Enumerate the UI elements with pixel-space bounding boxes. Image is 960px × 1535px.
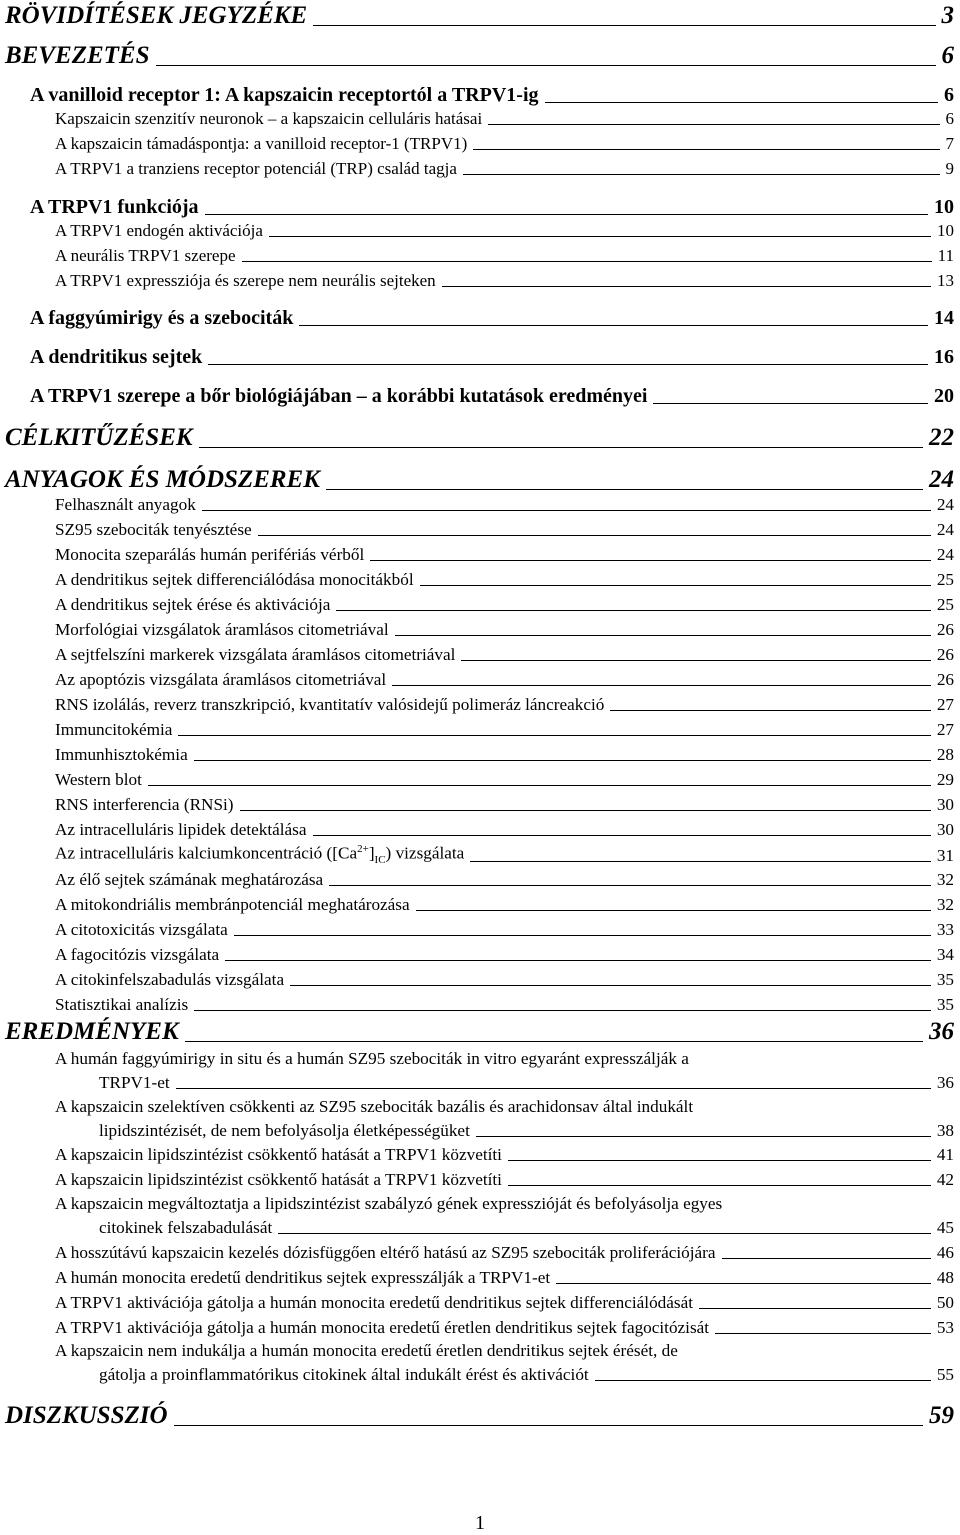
toc-entry-title: A fagocitózis vizsgálata <box>55 945 220 964</box>
toc-page-number: 29 <box>936 770 954 789</box>
toc-entry-title: A neurális TRPV1 szerepe <box>55 246 236 265</box>
toc-entry-title: A TRPV1 aktivációja gátolja a humán monocita eredetű éretlen dendritikus sejtek fagocitózisát <box>55 1318 710 1337</box>
toc-entry[interactable] <box>55 620 954 640</box>
toc-leader-line <box>473 149 939 150</box>
toc-page-number: 14 <box>934 307 954 329</box>
toc-page-number: 26 <box>936 670 954 689</box>
toc-page-number: 10 <box>937 221 954 240</box>
toc-leader-line <box>185 1041 923 1042</box>
toc-entry[interactable] <box>55 520 954 540</box>
toc-entry-title: A TRPV1 aktivációja gátolja a humán monocita eredetű dendritikus sejtek differenciálódását <box>55 1293 693 1312</box>
toc-entry-title: A faggyúmirigy és a szebociták <box>30 307 294 329</box>
toc-entry-title: A TRPV1 expressziója és szerepe nem neurális sejteken <box>55 271 436 290</box>
toc-page-number: 46 <box>936 1243 954 1262</box>
toc-entry[interactable] <box>55 1318 954 1338</box>
toc-entry[interactable] <box>55 1145 954 1165</box>
toc-entry[interactable] <box>55 159 954 179</box>
toc-entry-title: RÖVIDÍTÉSEK JEGYZÉKE <box>5 2 308 29</box>
toc-leader-line <box>470 861 931 862</box>
toc-entry-title-line2: lipidszintézisét, de nem befolyásolja életképességüket <box>99 1121 470 1140</box>
toc-leader-line <box>416 910 931 911</box>
toc-leader-line <box>326 489 923 490</box>
toc-page-number: 6 <box>941 42 954 69</box>
toc-entry[interactable] <box>55 770 954 790</box>
toc-entry-title: A kapszaicin lipidszintézist csökkentő hatását a TRPV1 közvetíti <box>55 1170 502 1189</box>
toc-page-number: 30 <box>936 795 954 814</box>
toc-leader-line <box>461 660 930 661</box>
toc-entry-title: A kapszaicin lipidszintézist csökkentő hatását a TRPV1 közvetíti <box>55 1145 502 1164</box>
toc-leader-line <box>258 535 931 536</box>
toc-entry[interactable] <box>55 545 954 565</box>
toc-entry-title: Az élő sejtek számának meghatározása <box>55 870 324 889</box>
toc-entry-title: A dendritikus sejtek <box>30 346 203 368</box>
toc-leader-line <box>269 236 931 237</box>
toc-entry-title: SZ95 szebociták tenyésztése <box>55 520 252 539</box>
toc-leader-line <box>476 1136 931 1137</box>
toc-page-number: 50 <box>936 1293 954 1312</box>
toc-leader-line <box>488 124 939 125</box>
toc-page-number: 22 <box>929 424 954 451</box>
toc-page-number: 31 <box>936 846 954 866</box>
toc-page-number: 20 <box>934 385 954 407</box>
toc-page-number: 24 <box>936 520 954 539</box>
toc-entry-title-line1: A kapszaicin nem indukálja a humán monocita eredetű éretlen dendritikus sejtek érését, de <box>55 1341 678 1360</box>
toc-leader-line <box>395 635 931 636</box>
toc-leader-line <box>202 510 931 511</box>
toc-entry-title: A dendritikus sejtek differenciálódása monocitákból <box>55 570 414 589</box>
toc-entry-title: ANYAGOK ÉS MÓDSZEREK <box>5 466 320 493</box>
toc-page-number: 53 <box>936 1318 954 1337</box>
toc-page-number: 30 <box>936 820 954 839</box>
toc-entry-title: A kapszaicin támadáspontja: a vanilloid receptor-1 (TRPV1) <box>55 134 468 153</box>
toc-section-entry[interactable] <box>30 385 954 408</box>
toc-chapter-entry[interactable] <box>5 466 954 494</box>
toc-leader-line <box>699 1308 931 1309</box>
toc-entry-title: Felhasznált anyagok <box>55 495 196 514</box>
toc-entry[interactable] <box>55 1170 954 1190</box>
toc-leader-line <box>148 785 931 786</box>
toc-page-number: 16 <box>934 346 954 368</box>
toc-entry[interactable] <box>55 1268 954 1288</box>
toc-leader-line <box>508 1160 931 1161</box>
toc-entry-title: A TRPV1 a tranziens receptor potenciál (TRP) család tagja <box>55 159 457 178</box>
toc-page-number: 48 <box>936 1268 954 1287</box>
toc-page-number: 24 <box>936 495 954 514</box>
toc-page-number: 59 <box>929 1402 954 1429</box>
toc-leader-line <box>336 610 930 611</box>
toc-page-number: 36 <box>929 1018 954 1045</box>
toc-entry-title-line1: A kapszaicin megváltoztatja a lipidszintézist szabályzó gének expresszióját és befolyásolja egyes <box>55 1194 723 1213</box>
toc-entry-title: DISZKUSSZIÓ <box>5 1402 168 1429</box>
toc-entry[interactable] <box>55 843 954 866</box>
toc-leader-line <box>176 1088 931 1089</box>
toc-leader-line <box>290 985 931 986</box>
toc-entry[interactable] <box>55 495 954 515</box>
toc-leader-line <box>174 1425 923 1426</box>
toc-leader-line <box>234 935 931 936</box>
toc-leader-line <box>329 885 931 886</box>
toc-entry-title: Immunhisztokémia <box>55 745 188 764</box>
toc-page-number: 7 <box>945 134 954 153</box>
toc-page-number: 13 <box>937 271 954 290</box>
toc-page-number: 38 <box>936 1121 954 1140</box>
toc-page-number: 41 <box>936 1145 954 1164</box>
toc-leader-line <box>653 403 928 404</box>
toc-leader-line <box>313 25 935 26</box>
toc-page-number: 10 <box>934 196 954 218</box>
toc-chapter-entry[interactable] <box>5 42 954 70</box>
toc-leader-line <box>508 1185 931 1186</box>
toc-page-number: 35 <box>936 995 954 1014</box>
toc-leader-line <box>199 447 923 448</box>
toc-chapter-entry[interactable] <box>5 2 954 30</box>
toc-section-entry[interactable] <box>30 346 954 369</box>
toc-entry-title: A dendritikus sejtek érése és aktivációja <box>55 595 331 614</box>
toc-entry[interactable] <box>55 745 954 765</box>
toc-leader-line <box>278 1233 931 1234</box>
toc-page-number: 35 <box>936 970 954 989</box>
toc-entry[interactable] <box>55 970 954 990</box>
toc-entry-title: Morfológiai vizsgálatok áramlásos citometriával <box>55 620 389 639</box>
toc-page-number: 25 <box>936 570 954 589</box>
toc-entry[interactable] <box>55 1243 954 1263</box>
toc-leader-line <box>556 1283 931 1284</box>
toc-entry[interactable] <box>55 895 954 915</box>
toc-entry[interactable] <box>55 246 954 266</box>
toc-page-number: 28 <box>936 745 954 764</box>
toc-entry-title: RNS interferencia (RNSi) <box>55 795 234 814</box>
toc-page-number: 24 <box>936 545 954 564</box>
page-number: 1 <box>475 1512 485 1534</box>
toc-entry-title: A citokinfelszabadulás vizsgálata <box>55 970 285 989</box>
toc-entry[interactable] <box>55 595 954 615</box>
toc-entry[interactable] <box>55 271 954 291</box>
toc-leader-line <box>463 174 940 175</box>
toc-page-number: 3 <box>941 2 954 29</box>
toc-leader-line <box>610 710 930 711</box>
toc-entry[interactable] <box>55 134 954 154</box>
toc-leader-line <box>595 1380 931 1381</box>
toc-leader-line <box>242 261 932 262</box>
toc-entry-title: A humán monocita eredetű dendritikus sejtek expresszálják a TRPV1-et <box>55 1268 551 1287</box>
toc-entry-title: A TRPV1 endogén aktivációja <box>55 221 263 240</box>
toc-entry[interactable] <box>55 570 954 590</box>
toc-page-number: 11 <box>937 246 954 265</box>
toc-entry-title-line1: A kapszaicin szelektíven csökkenti az SZ95 szebociták bazális és arachidonsav által indukált <box>55 1097 694 1116</box>
toc-entry[interactable] <box>55 1049 954 1093</box>
toc-entry-title-line2: gátolja a proinflammatórikus citokinek által indukált érést és aktivációt <box>99 1365 589 1384</box>
toc-entry-title: Az intracelluláris lipidek detektálása <box>55 820 307 839</box>
toc-leader-line <box>299 325 928 326</box>
toc-section-entry[interactable] <box>30 196 954 219</box>
toc-leader-line <box>194 760 931 761</box>
toc-leader-line <box>225 960 931 961</box>
toc-page-number: 32 <box>936 870 954 889</box>
toc-entry[interactable] <box>55 670 954 690</box>
toc-leader-line <box>545 102 939 103</box>
toc-entry-title: A sejtfelszíni markerek vizsgálata áramlásos citometriával <box>55 645 456 664</box>
toc-page-number: 55 <box>936 1365 954 1384</box>
toc-entry[interactable] <box>55 1293 954 1313</box>
toc-entry[interactable] <box>55 945 954 965</box>
toc-entry[interactable] <box>55 870 954 890</box>
toc-page-number: 26 <box>936 620 954 639</box>
toc-entry-title: RNS izolálás, reverz transzkripció, kvantitatív valósidejű polimeráz láncreakció <box>55 695 605 714</box>
toc-entry[interactable] <box>55 645 954 665</box>
toc-chapter-entry[interactable] <box>5 424 954 452</box>
toc-leader-line <box>208 364 928 365</box>
toc-leader-line <box>715 1333 931 1334</box>
toc-entry-title: Immuncitokémia <box>55 720 173 739</box>
toc-entry[interactable] <box>55 109 954 129</box>
toc-page-number: 32 <box>936 895 954 914</box>
toc-entry-title: BEVEZETÉS <box>5 42 150 69</box>
toc-entry-title: Monocita szeparálás humán perifériás vérből <box>55 545 365 564</box>
toc-leader-line <box>420 585 931 586</box>
toc-entry-title: Az intracelluláris kalciumkoncentráció $([Ca^{2+}]_{IC})$ vizsgálata <box>55 843 465 867</box>
toc-entry[interactable] <box>55 1194 954 1238</box>
toc-section-entry[interactable] <box>30 307 954 330</box>
toc-page-number: 9 <box>945 159 954 178</box>
toc-leader-line <box>313 835 931 836</box>
toc-leader-line <box>370 560 931 561</box>
toc-chapter-entry[interactable] <box>5 1018 954 1046</box>
toc-entry[interactable] <box>55 920 954 940</box>
toc-leader-line <box>442 286 931 287</box>
toc-entry-title: A vanilloid receptor 1: A kapszaicin receptortól a TRPV1-ig <box>30 84 539 106</box>
toc-entry[interactable] <box>55 221 954 241</box>
toc-entry-title: EREDMÉNYEK <box>5 1018 179 1045</box>
toc-page-number: 6 <box>944 84 954 106</box>
toc-page-number: 24 <box>929 466 954 493</box>
toc-entry-title: A hosszútávú kapszaicin kezelés dózisfüggően eltérő hatású az SZ95 szebociták proliferációjára <box>55 1243 716 1262</box>
toc-entry-title-line2: TRPV1-et <box>99 1073 170 1092</box>
toc-page-number: 27 <box>936 695 954 714</box>
toc-entry[interactable] <box>55 1097 954 1141</box>
toc-leader-line <box>205 214 928 215</box>
toc-entry-title: A mitokondriális membránpotenciál meghatározása <box>55 895 410 914</box>
toc-entry-title-line1: A humán faggyúmirigy in situ és a humán SZ95 szebociták in vitro egyaránt expresszálják a <box>55 1049 689 1068</box>
toc-entry-title: Az apoptózis vizsgálata áramlásos citometriával <box>55 670 387 689</box>
toc-leader-line <box>722 1258 931 1259</box>
toc-section-entry[interactable] <box>30 84 954 107</box>
toc-leader-line <box>392 685 931 686</box>
toc-chapter-entry[interactable] <box>5 1402 954 1430</box>
toc-page-number: 27 <box>936 720 954 739</box>
toc-page-number: 42 <box>936 1170 954 1189</box>
toc-leader-line <box>194 1010 931 1011</box>
toc-entry-title: A TRPV1 funkciója <box>30 196 199 218</box>
toc-entry-title: A TRPV1 szerepe a bőr biológiájában – a korábbi kutatások eredményei <box>30 385 648 407</box>
toc-entry[interactable] <box>55 995 954 1015</box>
toc-entry[interactable] <box>55 795 954 815</box>
toc-page-number: 33 <box>936 920 954 939</box>
toc-entry[interactable] <box>55 1341 954 1385</box>
toc-page-number: 36 <box>936 1073 954 1092</box>
toc-entry-title-line2: citokinek felszabadulását <box>99 1218 273 1237</box>
toc-entry-title: Kapszaicin szenzitív neuronok – a kapszaicin celluláris hatásai <box>55 109 483 128</box>
toc-page-number: 25 <box>936 595 954 614</box>
toc-leader-line <box>178 735 930 736</box>
toc-entry[interactable] <box>55 820 954 840</box>
toc-entry-title: Statisztikai analízis <box>55 995 189 1014</box>
toc-page-number: 34 <box>936 945 954 964</box>
toc-entry-title: A citotoxicitás vizsgálata <box>55 920 228 939</box>
toc-leader-line <box>156 65 936 66</box>
toc-page-number: 26 <box>936 645 954 664</box>
toc-entry-title: Western blot <box>55 770 142 789</box>
toc-page-number: 45 <box>936 1218 954 1237</box>
toc-leader-line <box>240 810 931 811</box>
toc-page-number: 6 <box>945 109 954 128</box>
toc-entry[interactable] <box>55 695 954 715</box>
toc-entry-title: CÉLKITŰZÉSEK <box>5 424 193 451</box>
toc-entry[interactable] <box>55 720 954 740</box>
